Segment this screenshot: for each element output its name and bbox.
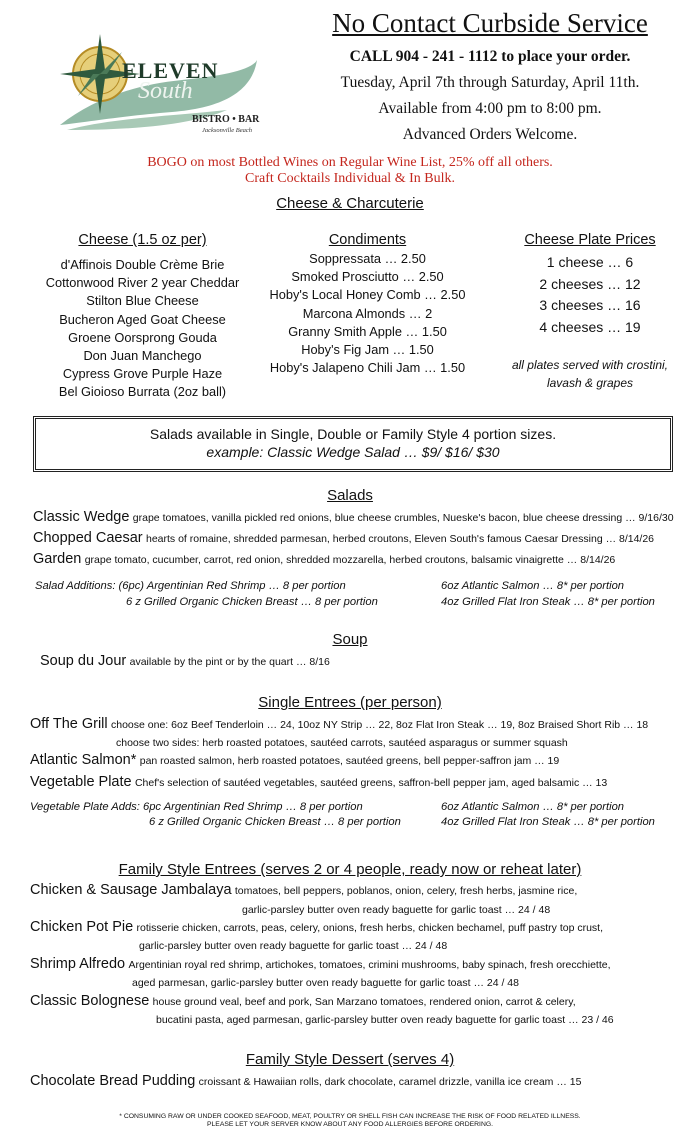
family-item [30,993,576,1009]
grill-name: Off The Grill [30,716,108,732]
dessert-name: Chocolate Bread Pudding [30,1073,196,1089]
cheese-item: d'Affinois Double Crème Brie [60,257,225,272]
hours-line: Available from 4:00 pm to 8:00 pm. [378,100,602,117]
soup-name: Soup du Jour [40,653,127,669]
page-title: No Contact Curbside Service [332,8,648,38]
salad-additions-right-1: 6oz Atlantic Salmon … 8* per portion [441,580,625,592]
salad-item [33,509,674,525]
salmon-name: Atlantic Salmon* [30,752,137,768]
cheese-item: Don Juan Manchego [83,348,202,364]
salad-item [33,530,654,546]
condiment-item: Marcona Almonds … 2 [302,305,433,321]
condiments-head: Condiments [328,232,407,248]
soup-item [40,653,330,669]
dessert-desc: croissant & Hawaiian rolls, dark chocolate, caramel drizzle, vanilla ice cream … 15 [198,1076,582,1088]
section-title-salads: Salads [327,487,373,504]
condiments-column [255,232,480,377]
cheese-column [30,232,255,402]
family-desc-2: garlic-parsley butter oven ready baguette for garlic toast … 24 / 48 [242,904,551,916]
salmon-item [30,752,559,768]
family-desc: rotisserie chicken, carrots, peas, celery, onions, fresh herbs, chicken bechamel, puff pastry top crust, [136,922,604,934]
veg-adds-right-1: 6oz Atlantic Salmon … 8* per portion [441,801,625,813]
cheese-item: Cottonwood River 2 year Cheddar [45,275,240,291]
logo-location: Jacksonville Beach [202,127,252,134]
salad-item [33,551,615,567]
grill-item [30,716,648,732]
family-desc-2: garlic-parsley butter oven ready baguette for garlic toast … 24 / 48 [139,940,448,952]
condiments-list [255,250,480,377]
prices-column [490,232,690,392]
price-item: 4 cheeses … 19 [539,318,641,335]
plates-note-2: lavash & grapes [546,376,634,390]
family-item [30,882,577,898]
salmon-desc: pan roasted salmon, herb roasted potatoes, sautéed greens, bell pepper-saffron jam … 19 [139,755,560,767]
section-title-single: Single Entrees (per person) [258,694,442,711]
section-title-dessert: Family Style Dessert (serves 4) [245,1051,455,1068]
condiment-item: Soppressata … 2.50 [309,251,426,266]
salad-desc: grape tomato, cucumber, carrot, red onion, shredded mozzarella, herbed croutons, balsamic vinaigrette … 8/14/26 [84,554,616,566]
logo-eleven: ELEVEN [122,58,219,83]
salad-additions-right-2: 4oz Grilled Flat Iron Steak … 8* per portion [441,596,655,608]
salad-size-box [33,416,673,472]
salad-desc: hearts of romaine, shredded parmesan, herbed croutons, Eleven South's famous Caesar Dressing … 8/14/26 [145,533,655,545]
eleven-south-logo [52,30,262,140]
family-name: Shrimp Alfredo [30,956,126,972]
section-title-cheese: Cheese & Charcuterie [276,195,424,212]
family-desc: house ground veal, beef and pork, San Marzano tomatoes, rendered onion, carrot & celery, [152,996,576,1008]
logo-bistro-bar: BISTRO • BAR [192,114,260,125]
footer-disclaimer [60,1113,640,1129]
grill-sides: choose two sides: herb roasted potatoes, sautéed carrots, sautéed asparagus or summer squash [116,737,568,749]
condiment-item: Smoked Prosciutto … 2.50 [291,269,444,285]
cheese-item: Stilton Blue Cheese [86,293,199,309]
family-desc-2: aged parmesan, garlic-parsley butter oven ready baguette for garlic toast … 24 / 48 [132,977,519,989]
veg-adds-left-2: 6 z Grilled Organic Chicken Breast … 8 per portion [149,816,401,828]
cheese-item: Bel Gioioso Burrata (2oz ball) [58,384,227,400]
veg-item [30,774,607,790]
section-title-family: Family Style Entrees (serves 2 or 4 people, ready now or reheat later) [118,861,582,878]
family-desc: Argentinian royal red shrimp, artichokes, tomatoes, crimini mushrooms, baby spinach, fresh orecchiette, [128,959,611,971]
family-name: Chicken & Sausage Jambalaya [30,882,232,898]
salad-additions-left-1: Salad Additions: (6pc) Argentinian Red Shrimp … 8 per portion [35,580,346,592]
soup-desc: available by the pint or by the quart … 8/16 [129,656,330,668]
condiment-item: Hoby's Jalapeno Chili Jam … 1.50 [269,360,466,376]
prices-head: Cheese Plate Prices [524,232,656,248]
salad-name: Garden [33,551,82,567]
cheese-list [30,256,255,402]
footer-line-2: PLEASE LET YOUR SERVER KNOW ABOUT ANY FOOD ALLERGIES BEFORE ORDERING. [206,1121,494,1128]
plates-note-1: all plates served with crostini, [511,358,669,372]
salad-name: Classic Wedge [33,509,130,525]
dates-line: Tuesday, April 7th through Saturday, April 11th. [340,74,640,91]
condiment-item: Hoby's Fig Jam … 1.50 [301,342,434,358]
call-line: CALL 904 - 241 - 1112 to place your order. [349,48,631,65]
section-title-soup: Soup [332,631,368,648]
cheese-item: Bucheron Aged Goat Cheese [59,311,226,327]
family-name: Chicken Pot Pie [30,919,134,935]
cheese-item: Groene Oorsprong Gouda [68,329,217,345]
promo-line-2: Craft Cocktails Individual & In Bulk. [245,171,455,186]
plates-note [490,356,690,392]
promo-line-1: BOGO on most Bottled Wines on Regular Wine List, 25% off all others. [147,155,553,170]
price-item: 3 cheeses … 16 [539,297,641,313]
condiment-item: Hoby's Local Honey Comb … 2.50 [269,287,466,303]
promo-text [60,155,640,187]
family-desc: tomatoes, bell peppers, poblanos, onion, celery, fresh herbs, jasmine rice, [234,885,578,897]
veg-name: Vegetable Plate [30,774,132,790]
condiment-item: Granny Smith Apple … 1.50 [288,323,447,339]
logo-south: South [138,78,193,104]
family-item [30,919,603,935]
family-desc-2: bucatini pasta, aged parmesan, garlic-parsley butter oven ready baguette for garlic toast … 23 / 46 [156,1014,614,1026]
price-item: 1 cheese … 6 [546,254,634,270]
salad-desc: grape tomatoes, vanilla pickled red onions, blue cheese crumbles, Nueske's bacon, blue cheese dressing … 9/16/30 [132,512,674,524]
dessert-item [30,1073,581,1089]
salad-box-line-2: example: Classic Wedge Salad … $9/ $16/ $30 [206,444,500,460]
salad-name: Chopped Caesar [33,530,143,546]
cheese-head: Cheese (1.5 oz per) [78,232,207,248]
salad-additions-left-2: 6 z Grilled Organic Chicken Breast … 8 per portion [126,596,378,608]
advance-line: Advanced Orders Welcome. [402,126,578,143]
veg-desc: Chef's selection of sautéed vegetables, sautéed greens, saffron-bell pepper jam, aged balsamic … 13 [134,777,608,789]
salad-box-line-1: Salads available in Single, Double or Family Style 4 portion sizes. [149,426,557,442]
veg-adds-left-1: Vegetable Plate Adds: 6pc Argentinian Red Shrimp … 8 per portion [30,801,363,813]
family-item [30,956,611,972]
cheese-item: Cypress Grove Purple Haze [62,366,223,382]
grill-desc: choose one: 6oz Beef Tenderloin … 24, 10oz NY Strip … 22, 8oz Flat Iron Steak … 19, 8oz Braised Short Rib … 18 [110,719,649,731]
prices-list [490,252,690,338]
family-name: Classic Bolognese [30,993,150,1009]
footer-line-1: * CONSUMING RAW OR UNDER COOKED SEAFOOD, MEAT, POULTRY OR SHELL FISH CAN INCREASE THE RISK OF FOOD RELATED ILLNESS. [119,1113,581,1120]
veg-adds-right-2: 4oz Grilled Flat Iron Steak … 8* per portion [441,816,655,828]
price-item: 2 cheeses … 12 [539,275,641,292]
